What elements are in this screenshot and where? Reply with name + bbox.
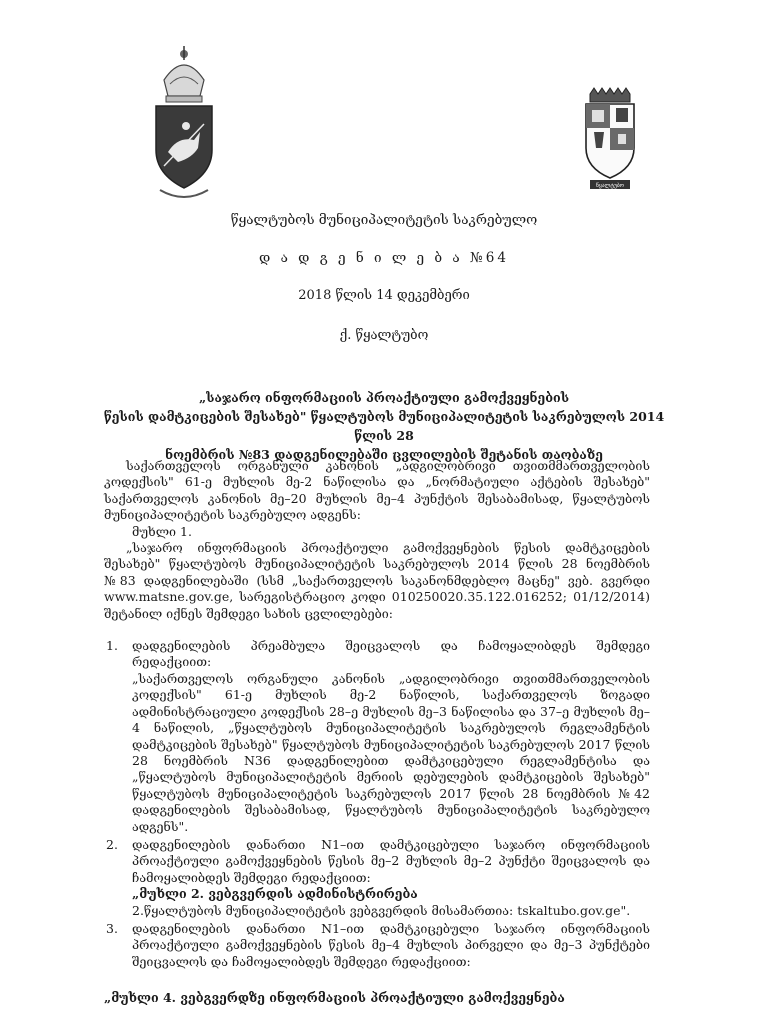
georgia-coat-of-arms-icon [138, 40, 230, 208]
item-text: დადგენილების დანართი N1–ით დამტკიცებული საჯარო ინფორმაციის პროაქტიული გამოქვეყნების წესის მე–4 მუხლის პირველი და მე–3 პუნქტები შეიცვალოს და ჩამოყალიბდეს შემდეგი რედაქციით: [132, 920, 650, 969]
tskaltubo-coat-of-arms-icon [580, 86, 640, 192]
decree-number: დ ა დ გ ე ნ ი ლ ე ბ ა №64 [259, 250, 509, 266]
next-article-heading: „მუხლი 4. ვებგვერდზე ინფორმაციის პროაქტიული გამოქვეყნება [104, 990, 565, 1005]
title-line: ნოემბრის №83 დადგენილებაში ცვლილების შეტანის თაობაზე [165, 447, 603, 462]
item-number: 3. [106, 920, 118, 936]
emblem-caption: წყალტუბო [596, 183, 624, 189]
item-number: 2. [106, 836, 118, 852]
decree-city: ქ. წყალტუბო [339, 328, 429, 343]
preamble: საქართველოს ორგანული კანონის „ადგილობრივი თვითმმართველობის კოდექსის" 61-ე მუხლის მე-2 ნაწილისა და „ნორმატიული აქტების შესახებ" საქართველოს კანონის მე–20 მუხლის მე–4 პუნქტის შესაბამისად, წყალტუბოს მუნიციპალიტეტის საკრებულო ადგენს: [104, 458, 650, 523]
item-text: დადგენილების პრეამბულა შეიცვალოს და ჩამოყალიბდეს შემდეგი რედაქციით: [132, 638, 650, 670]
item-number: 1. [106, 638, 118, 654]
article-text: „საჯარო ინფორმაციის პროაქტიული გამოქვეყნების წესის დამტკიცების შესახებ" წყალტუბოს მუნიციპალიტეტის საკრებულოს 2014 წლის 28 ნოემბრის №83 დადგენილებაში (სსმ „საქართველოს საკანონმდებლო მაცნე" ვებ. გვერდი www.matsne.gov.ge, სარეგისტრაციო კოდი 010250020.35.122.016252; 01/12/2014) შეტანილ იქნეს შემდეგი სახის ცვლილებები: [104, 540, 650, 621]
item-subheading: „მუხლი 2. ვებგვერდის ადმინისტრირება [132, 886, 418, 902]
item-text: დადგენილების დანართი N1–ით დამტკიცებული საჯარო ინფორმაციის პროაქტიული გამოქვეყნების წესის მე–2 მუხლის მე–2 პუნქტი შეიცვალოს და ჩამოყალიბდეს შემდეგი რედაქციით: [132, 836, 650, 885]
list-item [104, 837, 650, 919]
decree-body [104, 458, 650, 972]
title-line: წესის დამტკიცების შესახებ" წყალტუბოს მუნიციპალიტეტის საკრებულოს 2014 წლის 28 [103, 409, 665, 443]
list-item [104, 638, 650, 835]
list-item [104, 921, 650, 970]
decree-title [100, 388, 668, 464]
article-heading: მუხლი 1. [132, 523, 192, 539]
item-subtext: 2.წყალტუბოს მუნიციპალიტეტის ვებგვერდის მისამართია: tskaltubo.gov.ge". [132, 902, 631, 918]
amendments-list [104, 638, 650, 970]
issuing-body: წყალტუბოს მუნიციპალიტეტის საკრებულო [230, 212, 538, 228]
item-subtext: „საქართველოს ორგანული კანონის „ადგილობრივი თვითმმართველობის კოდექსის" 61-ე მუხლის მე-2 ნაწილის, საქართველოს ზოგადი ადმინისტრაციული კოდექსის 28–ე მუხლის მე–3 ნაწილისა და 37–ე მუხლის მე–4 ნაწილის, „წყალტუბოს მუნიციპალიტეტის საკრებულოს რეგლამენტის დამტკიცების შესახებ" წყალტუბოს მუნიციპალიტეტის საკრებულოს 2017 წლის 28 ნოემბრის N36 დადგენილებით დამტკიცებული რეგლამენტისა და „წყალტუბოს მუნიციპალიტეტის მერიის დებულების დამტკიცების შესახებ" წყალტუბოს მუნიციპალიტეტის საკრებულოს 2017 წლის 28 ნოემბრის №42 დადგენილების შესაბამისად, წყალტუბოს მუნიციპალიტეტის საკრებულო ადგენს". [132, 670, 650, 834]
title-line: „საჯარო ინფორმაციის პროაქტიული გამოქვეყნების [198, 390, 570, 405]
decree-date: 2018 წლის 14 დეკემბერი [298, 288, 470, 303]
